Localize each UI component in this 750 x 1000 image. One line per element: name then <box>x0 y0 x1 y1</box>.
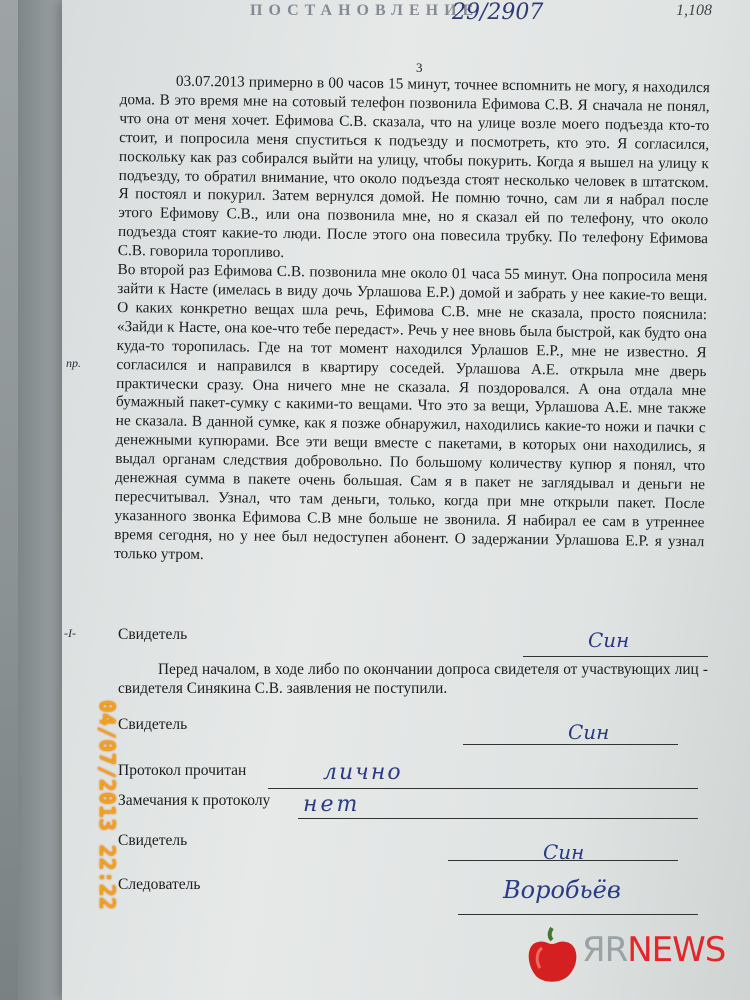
page-number: 3 <box>416 60 423 75</box>
testimony-text <box>114 72 710 571</box>
testimony-paragraph-2: Во второй раз Ефимова С.В. позвонила мне около 01 часа 55 минут. Она попросила меня зайти к Насте (имелась в виду дочь Урлашова Е.Р.) домой и забрать у нее какие-то вещи. О каких конкретно вещах шла речь, Ефимова С.В. мне не сказала, просто пояснила: «Зайди к Насте, она кое-что тебе передаст». Речь у нее вновь была быстрой, как будто она куда-то торопилась. Где на тот момент находился Урлашов Е.Р., мне не известно. Я согласился и направился в квартиру соседей. Урлашова А.Е. открыла мне дверь практически сразу. Она ничего мне не сказала. Я поздоровался. А она отдала мне бумажный пакет-сумку с какими-то вещами. Что это за вещи, Урлашова А.Е. мне также не сказала. В данной сумке, как я позже обнаружил, находились какие-то ножи и пачки с денежными купюрами. Все эти вещи вместе с пакетами, в которых они находились, я выдал органам следствия добровольно. По большому количеству купюр я понял, что денежная сумма в пакете очень большая. Сам я в пакет не заглядывал и деньги не пересчитывал. Узнал, что там деньги, только, когда при мне открыли пакет. После указанного звонка Ефимова С.В мне больше не звонила. Я набирал ее сам в утреннее время сегодня, но у нее был недоступен абонент. О задержании Урлашова Е.Р. я узнал только утром. <box>114 261 708 563</box>
statements-text: Перед началом, в ходе либо по окончании допроса свидетеля от участвующих лиц - свидетеля Синякина С.В. заявления не поступили. <box>118 661 708 697</box>
witness-signature: Син <box>543 840 585 864</box>
handwritten-case-number: 29/2907 <box>452 0 544 25</box>
signature-line <box>463 744 678 745</box>
signature-line <box>268 788 698 789</box>
margin-mark: -I- <box>64 626 76 640</box>
remarks-value: нет <box>303 792 361 817</box>
witness-label: Свидетель <box>118 716 188 733</box>
protocol-read-label: Протокол прочитан <box>118 762 247 779</box>
signature-line <box>523 656 708 657</box>
document-header-title: ПОСТАНОВЛЕНИЕ <box>250 2 480 19</box>
signature-line <box>298 818 698 819</box>
witness-signature: Син <box>568 720 610 744</box>
investigator-signature: Воробьёв <box>503 876 621 904</box>
investigator-label: Следователь <box>118 876 201 893</box>
statements-note <box>118 660 708 698</box>
sheet-number: 1,108 <box>676 2 712 19</box>
signature-line <box>458 914 698 915</box>
yarnews-logo <box>522 922 727 986</box>
witness-label: Свидетель <box>118 626 188 643</box>
witness-label: Свидетель <box>118 832 188 849</box>
protocol-read-value: лично <box>323 760 403 785</box>
testimony-paragraph-1: 03.07.2013 примерно в 00 часов 15 минут, точнее вспомнить не могу, я находился дома. В это время мне на сотовый телефон позвонила Ефимова С.В. Я сначала не понял, что она от меня хочет. Ефимова С.В. сказала, что на улице возле моего подъезда кто-то стоит, и попросила меня спуститься к подъезду и посмотреть, кто это. Я согласился, поскольку как раз собирался выйти на улицу, чтобы покурить. Когда я вышел на улицу к подъезду, то обратил внимание, что около подъезда стоят несколько человек в штатском. Я постоял и покурил. Затем вернулся домой. Не помню точно, сам ли я набрал после этого Ефимову С.В., или она позвонила мне, но я сказал ей по телефону, что около подъезда стоят какие-то люди. После этого она повесила трубку. По телефону Ефимова С.В. говорила торопливо. <box>117 72 710 262</box>
logo-part-1: ЯR <box>582 930 628 970</box>
yarnews-logo-text <box>582 930 725 970</box>
camera-date-stamp-text: 04/07/2013 22:22 <box>95 700 119 911</box>
witness-signature: Син <box>588 628 630 652</box>
camera-date-stamp <box>95 700 119 940</box>
remarks-label: Замечания к протоколу <box>118 792 271 809</box>
pepper-icon <box>522 922 584 986</box>
logo-part-2: NEWS <box>627 930 726 970</box>
margin-mark: пр. <box>66 356 81 370</box>
